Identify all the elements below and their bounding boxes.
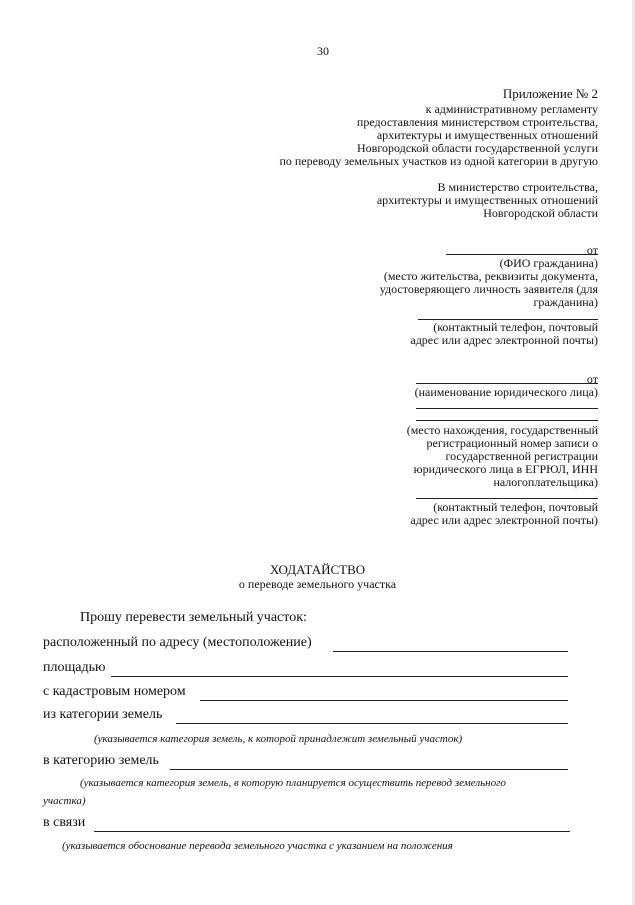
petition-title: ХОДАТАЙСТВО xyxy=(269,562,366,577)
addressee-line: Новгородской области xyxy=(483,206,598,220)
appendix-line: Новгородской области государственной услуги xyxy=(357,141,598,155)
page-number: 30 xyxy=(317,44,329,58)
from-category-hint: (указывается категория земель, к которой принадлежит земельный участок) xyxy=(94,733,463,745)
legal-reg-hint: государственной регистрации xyxy=(445,449,598,463)
reason-field[interactable] xyxy=(94,831,570,832)
area-field[interactable] xyxy=(111,676,568,677)
citizen-address-hint: (место жительства, реквизиты документа, xyxy=(383,269,598,283)
petition-subtitle: о переводе земельного участка xyxy=(238,577,397,591)
appendix-title: Приложение № 2 xyxy=(502,86,598,101)
legal-name-hint: (наименование юридического лица) xyxy=(414,385,598,399)
appendix-line: к административному регламенту xyxy=(425,102,598,116)
legal-reg-hint: юридического лица в ЕГРЮЛ, ИНН xyxy=(413,462,598,476)
reason-label: в связи xyxy=(43,815,86,830)
citizen-contact-hint: адрес или адрес электронной почты) xyxy=(410,333,598,347)
citizen-name-line[interactable] xyxy=(446,254,598,255)
citizen-name-hint: (ФИО гражданина) xyxy=(499,256,598,270)
appendix-line: предоставления министерством строительства, xyxy=(356,115,598,129)
petition-intro: Прошу перевести земельный участок: xyxy=(80,610,307,625)
legal-reg-hint: налогоплательщика) xyxy=(493,475,598,489)
from-category-label: из категории земель xyxy=(43,707,163,722)
legal-name-line[interactable] xyxy=(416,383,598,384)
address-label: расположенный по адресу (местоположение) xyxy=(43,635,312,650)
appendix-line: по переводу земельных участков из одной категории в другую xyxy=(279,154,598,168)
legal-contact-hint: (контактный телефон, почтовый xyxy=(433,500,598,514)
legal-extra-line[interactable] xyxy=(416,408,598,409)
to-category-label: в категорию земель xyxy=(43,753,159,768)
legal-contact-line[interactable] xyxy=(416,498,598,499)
to-category-field[interactable] xyxy=(170,769,568,770)
citizen-address-hint: гражданина) xyxy=(533,295,598,309)
citizen-from: от xyxy=(586,243,598,257)
addressee-line: В министерство строительства, xyxy=(437,180,598,194)
legal-reg-hint: регистрационный номер записи о xyxy=(426,436,598,450)
legal-contact-hint: адрес или адрес электронной почты) xyxy=(410,513,598,527)
cadastral-label: с кадастровым номером xyxy=(43,684,186,699)
citizen-address-hint: удостоверяющего личность заявителя (для xyxy=(379,282,598,296)
cadastral-field[interactable] xyxy=(200,700,568,701)
legal-from: от xyxy=(586,372,598,386)
appendix-line: архитектуры и имущественных отношений xyxy=(376,128,598,142)
citizen-contact-hint: (контактный телефон, почтовый xyxy=(433,320,598,334)
area-label: площадью xyxy=(43,660,106,675)
legal-reg-hint: (место нахождения, государственный xyxy=(406,423,598,437)
to-category-hint: (указывается категория земель, в которую планируется осуществить перевод земельного xyxy=(80,777,506,789)
addressee-line: архитектуры и имущественных отношений xyxy=(376,193,598,207)
to-category-hint: участка) xyxy=(43,795,86,807)
legal-reg-line[interactable] xyxy=(416,420,598,421)
from-category-field[interactable] xyxy=(176,723,568,724)
reason-hint: (указывается обоснование перевода земельного участка с указанием на положения xyxy=(62,840,453,852)
address-field[interactable] xyxy=(333,651,568,652)
